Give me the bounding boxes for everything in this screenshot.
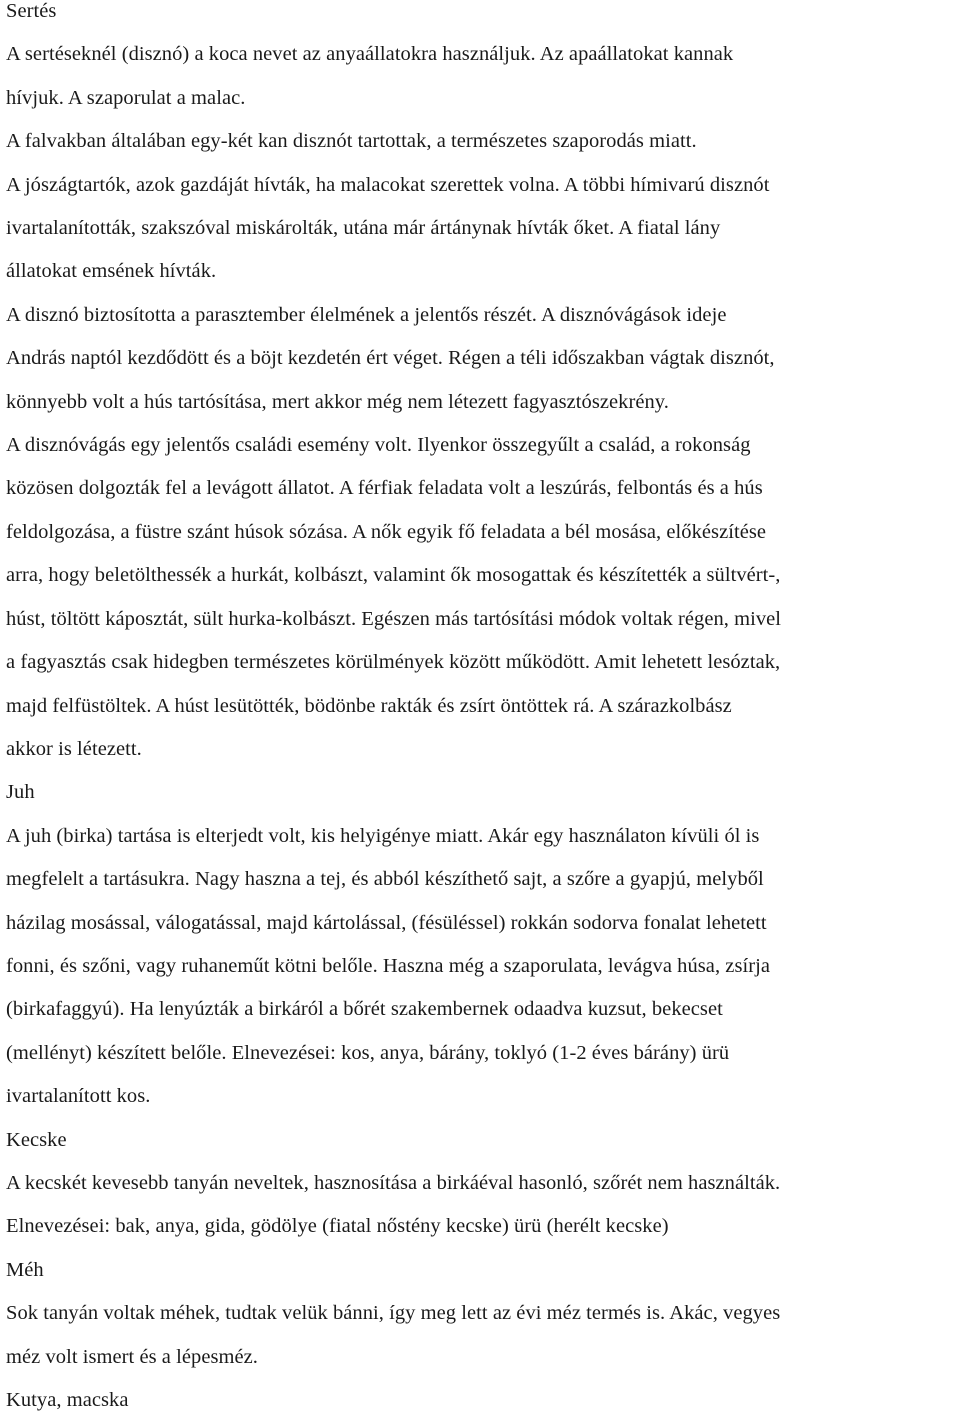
text-line: (birkafaggyú). Ha lenyúzták a birkáról a bőrét szakembernek odaadva kuzsut, bekecset <box>6 998 723 1021</box>
text-line: Elnevezései: bak, anya, gida, gödölye (fiatal nőstény kecske) ürü (herélt kecske) <box>6 1215 669 1238</box>
text-line: közösen dolgozták fel a levágott állatot. A férfiak feladata volt a leszúrás, felbontás és a hús <box>6 477 763 500</box>
text-line: (mellényt) készített belőle. Elnevezései: kos, anya, bárány, toklyó (1-2 éves bárány) ürü <box>6 1041 730 1064</box>
text-line: arra, hogy beletölthessék a hurkát, kolbászt, valamint ők mosogattak és készítették a sültvért-, <box>6 564 781 587</box>
text-line: A disznó biztosította a parasztember élelmének a jelentős részét. A disznóvágások ideje <box>6 303 727 326</box>
text-line: húst, töltött káposztát, sült hurka-kolbászt. Egészen más tartósítási módok voltak régen, mivel <box>6 607 782 630</box>
text-line: A disznóvágás egy jelentős családi esemény volt. Ilyenkor összegyűlt a család, a rokonság <box>6 434 751 457</box>
text-line: akkor is létezett. <box>6 737 142 760</box>
text-line: András naptól kezdődött és a böjt kezdetén ért véget. Régen a téli időszakban vágtak disznót, <box>6 347 775 370</box>
text-line: házilag mosással, válogatással, majd kártolással, (fésüléssel) rokkán sodorva fonalat lehetett <box>6 911 767 934</box>
text-line: A jószágtartók, azok gazdáját hívták, ha malacokat szerettek volna. A többi hímivarú disznót <box>6 173 770 196</box>
section <box>6 1119 958 1249</box>
text-line: A kecskét kevesebb tanyán neveltek, hasznosítása a birkáéval hasonló, szőrét nem használták. <box>6 1171 781 1194</box>
text-line: állatokat emsének hívták. <box>6 260 217 283</box>
paragraph <box>6 120 958 163</box>
text-line: megfelelt a tartásukra. Nagy haszna a tej, és abból készíthető sajt, a szőre a gyapjú, melyből <box>6 868 764 891</box>
section-heading: Kutya, macska <box>6 1389 129 1411</box>
text-line: Sok tanyán voltak méhek, tudtak velük bánni, így meg lett az évi méz termés is. Akác, vegyes <box>6 1302 781 1325</box>
text-line: fonni, és szőni, vagy ruhaneműt kötni belőle. Haszna még a szaporulata, levágva húsa, zsírja <box>6 954 770 977</box>
text-line: majd felfüstöltek. A húst lesütötték, bödönbe rakták és zsírt öntöttek rá. A szárazkolbász <box>6 694 732 717</box>
text-line: könnyebb volt a hús tartósítása, mert akkor még nem létezett fagyasztószekrény. <box>6 390 669 413</box>
paragraph <box>6 33 958 120</box>
text-line: A falvakban általában egy-két kan disznót tartottak, a természetes szaporodás miatt. <box>6 130 697 153</box>
text-line: ivartalanították, szakszóval miskárolták, utána már ártánynak hívták őket. A fiatal lány <box>6 217 721 240</box>
text-line: a fagyasztás csak hidegben természetes körülmények között működött. Amit lehetett lesóztak, <box>6 651 781 674</box>
paragraph <box>6 1292 958 1379</box>
document-page <box>6 0 958 1422</box>
text-line: hívjuk. A szaporulat a malac. <box>6 86 246 109</box>
text-line: feldolgozása, a füstre szánt húsok sózása. A nők egyik fő feladata a bél mosása, előkészítése <box>6 520 767 543</box>
section-heading: Méh <box>6 1258 44 1281</box>
section-heading: Sertés <box>6 0 57 22</box>
section-heading: Juh <box>6 781 35 804</box>
section <box>6 1249 958 1379</box>
paragraph <box>6 164 958 294</box>
paragraph <box>6 1162 958 1249</box>
paragraph <box>6 815 958 1119</box>
paragraph <box>6 294 958 424</box>
text-line: ivartalanított kos. <box>6 1085 151 1108</box>
section <box>6 0 958 771</box>
paragraph <box>6 424 958 771</box>
text-line: A juh (birka) tartása is elterjedt volt, kis helyigénye miatt. Akár egy használaton kívüli ól is <box>6 824 760 847</box>
text-line: A sertéseknél (disznó) a koca nevet az anyaállatokra használjuk. Az apaállatokat kannak <box>6 43 734 66</box>
text-line: méz volt ismert és a lépesméz. <box>6 1345 258 1368</box>
section-heading: Kecske <box>6 1128 67 1151</box>
section <box>6 771 958 1118</box>
section <box>6 1379 958 1422</box>
